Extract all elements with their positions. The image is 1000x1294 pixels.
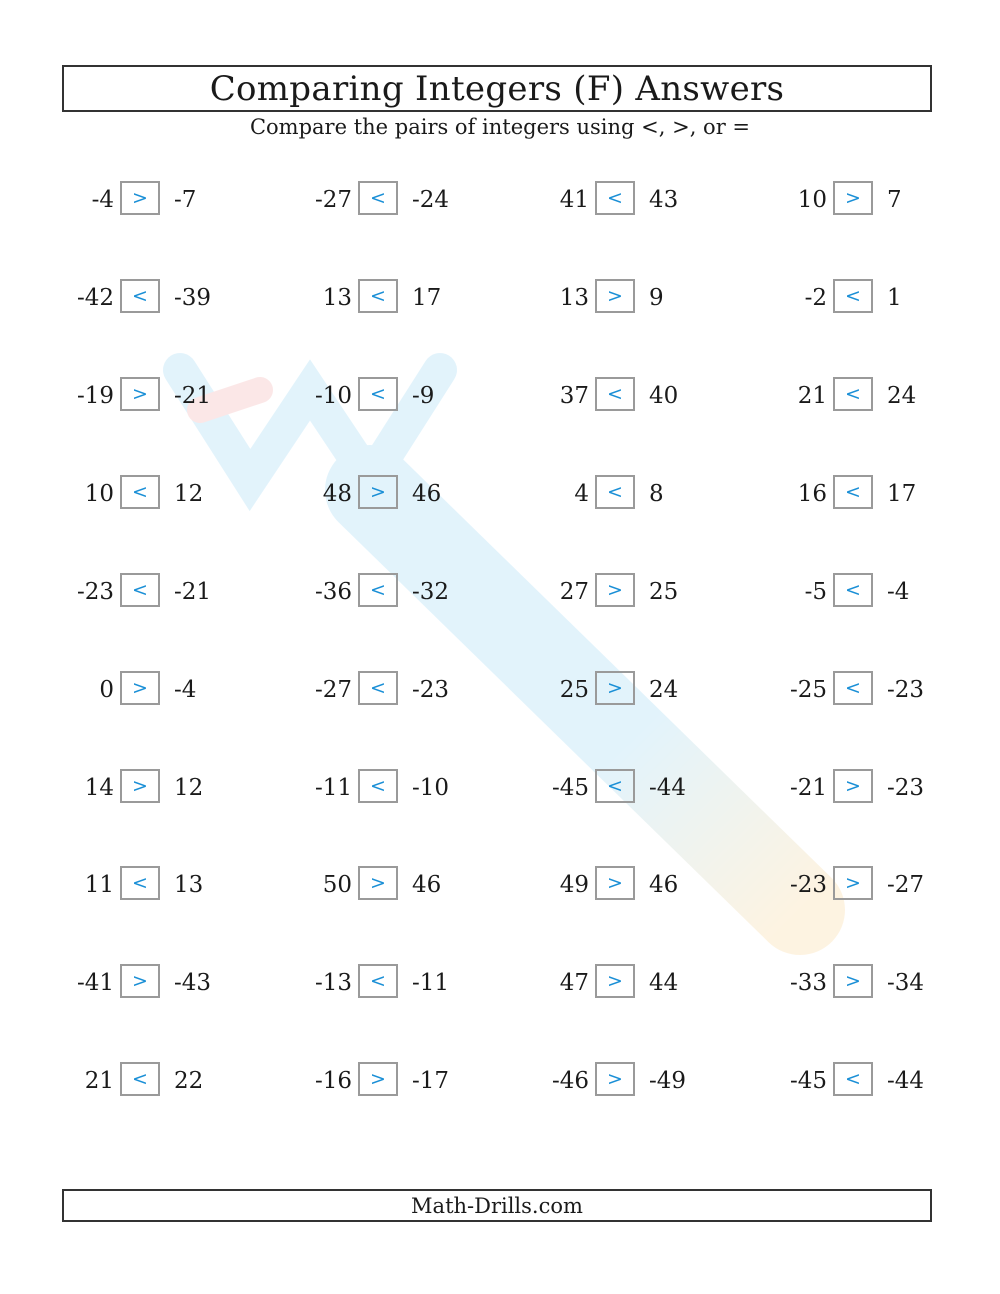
right-integer: -9 — [412, 383, 435, 409]
comparison-problem — [300, 766, 500, 810]
right-integer: -21 — [174, 579, 212, 605]
comparison-problem — [300, 276, 500, 320]
answer-box: < — [358, 279, 398, 313]
right-integer: -44 — [649, 775, 687, 801]
right-integer: 9 — [649, 285, 664, 311]
title-box — [62, 65, 932, 112]
left-integer: 41 — [559, 187, 589, 213]
comparison-problem — [537, 961, 737, 1005]
answer-box: > — [595, 573, 635, 607]
left-integer: 47 — [559, 970, 589, 996]
right-integer: -32 — [412, 579, 450, 605]
instructions: Compare the pairs of integers using <, >, or = — [249, 115, 751, 139]
comparison-problem — [775, 863, 975, 907]
comparison-problem — [775, 766, 975, 810]
answer-box: > — [120, 181, 160, 215]
answer-box: < — [358, 671, 398, 705]
left-integer: 21 — [797, 383, 827, 409]
left-integer: -36 — [314, 579, 352, 605]
left-integer: -10 — [314, 383, 352, 409]
left-integer: 11 — [84, 872, 114, 898]
comparison-problem — [775, 178, 975, 222]
answer-box: < — [358, 181, 398, 215]
left-integer: -27 — [314, 187, 352, 213]
left-integer: 14 — [84, 775, 114, 801]
answer-box: > — [833, 964, 873, 998]
right-integer: -4 — [174, 677, 197, 703]
comparison-problem — [62, 1059, 262, 1103]
right-integer: -43 — [174, 970, 212, 996]
right-integer: -24 — [412, 187, 450, 213]
comparison-problem — [537, 178, 737, 222]
left-integer: -19 — [76, 383, 114, 409]
answer-box: < — [833, 377, 873, 411]
problem-row — [62, 668, 952, 712]
left-integer: -4 — [91, 187, 114, 213]
comparison-problem — [537, 668, 737, 712]
answer-box: > — [120, 769, 160, 803]
left-integer: 13 — [322, 285, 352, 311]
right-integer: -49 — [649, 1068, 687, 1094]
right-integer: 13 — [174, 872, 204, 898]
right-integer: -10 — [412, 775, 450, 801]
answer-box: < — [833, 671, 873, 705]
comparison-problem — [300, 178, 500, 222]
answer-box: < — [120, 1062, 160, 1096]
comparison-problem — [537, 1059, 737, 1103]
right-integer: 46 — [412, 872, 442, 898]
comparison-problem — [537, 472, 737, 516]
left-integer: 0 — [99, 677, 114, 703]
footer-source: Math-Drills.com — [411, 1193, 583, 1218]
right-integer: -7 — [174, 187, 197, 213]
left-integer: -2 — [804, 285, 827, 311]
left-integer: -42 — [76, 285, 114, 311]
comparison-problem — [300, 961, 500, 1005]
answer-box: < — [595, 769, 635, 803]
comparison-problem — [775, 1059, 975, 1103]
answer-box: > — [120, 671, 160, 705]
left-integer: -45 — [789, 1068, 827, 1094]
comparison-problem — [62, 178, 262, 222]
comparison-problem — [537, 570, 737, 614]
answer-box: > — [595, 671, 635, 705]
answer-box: < — [833, 475, 873, 509]
answer-box: < — [358, 377, 398, 411]
right-integer: -23 — [887, 677, 925, 703]
answer-box: > — [595, 1062, 635, 1096]
answer-box: < — [833, 279, 873, 313]
right-integer: -34 — [887, 970, 925, 996]
right-integer: -39 — [174, 285, 212, 311]
right-integer: 25 — [649, 579, 679, 605]
comparison-problem — [300, 1059, 500, 1103]
left-integer: 16 — [797, 481, 827, 507]
problem-row — [62, 276, 952, 320]
right-integer: 24 — [649, 677, 679, 703]
answer-box: > — [358, 475, 398, 509]
left-integer: -16 — [314, 1068, 352, 1094]
answer-box: > — [358, 866, 398, 900]
answer-box: < — [833, 573, 873, 607]
left-integer: 4 — [574, 481, 589, 507]
problem-row — [62, 570, 952, 614]
right-integer: 1 — [887, 285, 902, 311]
left-integer: -25 — [789, 677, 827, 703]
answer-box: > — [833, 866, 873, 900]
right-integer: 44 — [649, 970, 679, 996]
problem-row — [62, 374, 952, 418]
left-integer: 10 — [84, 481, 114, 507]
answer-box: < — [358, 769, 398, 803]
comparison-problem — [62, 276, 262, 320]
comparison-problem — [775, 276, 975, 320]
comparison-problem — [775, 668, 975, 712]
right-integer: -44 — [887, 1068, 925, 1094]
answer-box: < — [358, 964, 398, 998]
left-integer: -21 — [789, 775, 827, 801]
answer-box: < — [595, 475, 635, 509]
problem-row — [62, 863, 952, 907]
left-integer: -5 — [804, 579, 827, 605]
footer-box — [62, 1189, 932, 1222]
right-integer: -23 — [412, 677, 450, 703]
answer-box: < — [595, 377, 635, 411]
problem-row — [62, 766, 952, 810]
right-integer: 43 — [649, 187, 679, 213]
answer-box: < — [120, 866, 160, 900]
left-integer: 27 — [559, 579, 589, 605]
comparison-problem — [62, 374, 262, 418]
left-integer: 37 — [559, 383, 589, 409]
answer-box: < — [120, 475, 160, 509]
left-integer: -23 — [76, 579, 114, 605]
left-integer: -33 — [789, 970, 827, 996]
answer-box: > — [833, 181, 873, 215]
answer-box: > — [358, 1062, 398, 1096]
comparison-problem — [62, 766, 262, 810]
answer-box: > — [595, 964, 635, 998]
right-integer: 8 — [649, 481, 664, 507]
right-integer: -17 — [412, 1068, 450, 1094]
answer-box: < — [833, 1062, 873, 1096]
right-integer: -21 — [174, 383, 212, 409]
right-integer: 12 — [174, 775, 204, 801]
problem-row — [62, 178, 952, 222]
right-integer: 17 — [887, 481, 917, 507]
right-integer: 46 — [412, 481, 442, 507]
comparison-problem — [300, 472, 500, 516]
left-integer: -13 — [314, 970, 352, 996]
left-integer: 49 — [559, 872, 589, 898]
left-integer: -41 — [76, 970, 114, 996]
problem-row — [62, 1059, 952, 1103]
comparison-problem — [300, 668, 500, 712]
comparison-problem — [62, 668, 262, 712]
right-integer: 22 — [174, 1068, 204, 1094]
right-integer: -23 — [887, 775, 925, 801]
left-integer: -11 — [314, 775, 352, 801]
right-integer: 24 — [887, 383, 917, 409]
comparison-problem — [62, 863, 262, 907]
comparison-problem — [537, 766, 737, 810]
comparison-problem — [537, 276, 737, 320]
answer-box: < — [120, 279, 160, 313]
comparison-problem — [300, 570, 500, 614]
right-integer: 7 — [887, 187, 902, 213]
comparison-problem — [300, 863, 500, 907]
comparison-problem — [775, 472, 975, 516]
left-integer: -23 — [789, 872, 827, 898]
answer-box: > — [120, 964, 160, 998]
problem-row — [62, 472, 952, 516]
comparison-problem — [775, 961, 975, 1005]
answer-box: > — [120, 377, 160, 411]
answer-box: < — [358, 573, 398, 607]
right-integer: -11 — [412, 970, 450, 996]
right-integer: -4 — [887, 579, 910, 605]
right-integer: 17 — [412, 285, 442, 311]
right-integer: -27 — [887, 872, 925, 898]
answer-box: > — [595, 866, 635, 900]
answer-box: < — [120, 573, 160, 607]
comparison-problem — [775, 374, 975, 418]
answer-box: > — [833, 769, 873, 803]
comparison-problem — [62, 961, 262, 1005]
left-integer: -46 — [551, 1068, 589, 1094]
left-integer: 13 — [559, 285, 589, 311]
comparison-problem — [537, 374, 737, 418]
comparison-problem — [62, 472, 262, 516]
problem-row — [62, 961, 952, 1005]
page-title: Comparing Integers (F) Answers — [209, 68, 785, 109]
comparison-problem — [775, 570, 975, 614]
comparison-problem — [62, 570, 262, 614]
comparison-problem — [537, 863, 737, 907]
left-integer: 50 — [322, 872, 352, 898]
right-integer: 12 — [174, 481, 204, 507]
left-integer: -45 — [551, 775, 589, 801]
answer-box: < — [595, 181, 635, 215]
right-integer: 46 — [649, 872, 679, 898]
left-integer: 10 — [797, 187, 827, 213]
left-integer: 25 — [559, 677, 589, 703]
comparison-problem — [300, 374, 500, 418]
left-integer: 48 — [322, 481, 352, 507]
answer-box: > — [595, 279, 635, 313]
right-integer: 40 — [649, 383, 679, 409]
left-integer: -27 — [314, 677, 352, 703]
left-integer: 21 — [84, 1068, 114, 1094]
